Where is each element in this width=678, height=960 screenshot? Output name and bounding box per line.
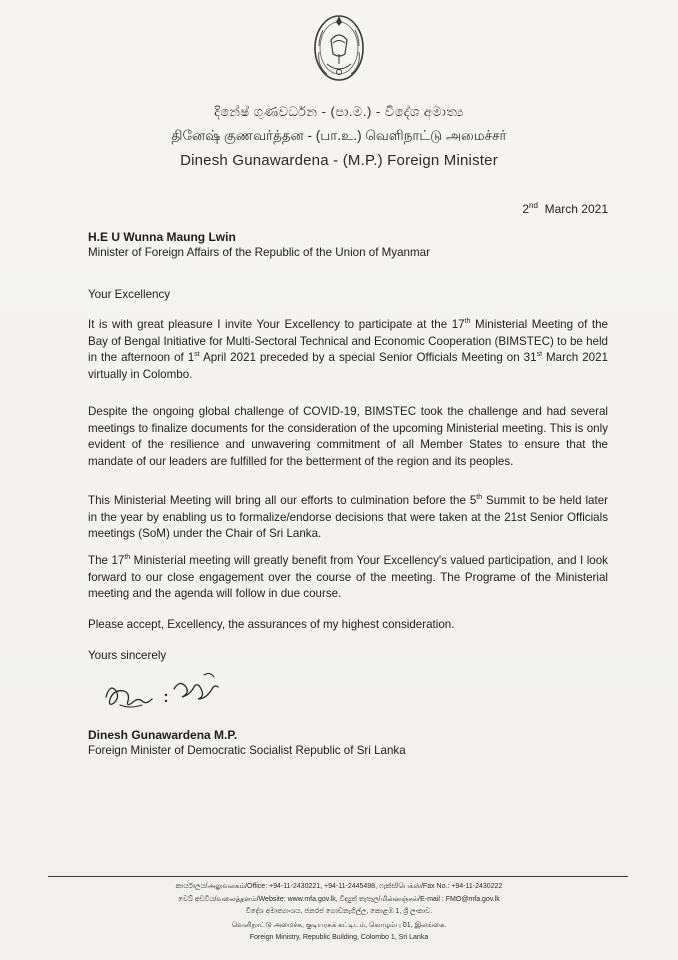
paragraph-text: Summit to be held later in the year by enabling us to formalize/endorse decisions that were taken at the 21st Senior Officials meetings (SoM) under the Chair of Sri Lanka. (88, 494, 608, 540)
letterhead-name-sinhala: දිනේෂ් ගුණවර්ධන - (පා.ම.) - විදේශ අමාත්‍ය (214, 104, 464, 119)
letterhead-name-english: Dinesh Gunawardena - (M.P.) Foreign Minister (180, 152, 498, 169)
paragraph-text: Ministerial meeting will greatly benefit from Your Excellency's valued participation, and I look forward to our close engagement over the course of the meeting. The Programe of the Ministerial meeting and the agenda will follow in due course. (88, 554, 608, 600)
paragraph-text: It is with great pleasure I invite Your Excellency to participate at the 17 (88, 318, 465, 331)
footer-contact-phone: කාර්යාලය/அலுவலகம்/Office: +94-11-2430221, +94-11-2445498, ෆැක්ස්/பெக்ஸ்/Fax No.: +94-11-2430222 (175, 883, 503, 890)
ordinal-suffix: th (464, 318, 471, 326)
footer-address-english: Foreign Ministry, Republic Building, Colombo 1, Sri Lanka (249, 934, 429, 941)
paragraph-text: The 17 (88, 554, 125, 567)
ordinal-suffix: th (124, 554, 131, 562)
footer-divider (48, 876, 628, 877)
date-month-year: March 2021 (544, 202, 608, 216)
paragraph-text: March 2021 virtually in Colombo. (88, 351, 608, 381)
closing-line: Please accept, Excellency, the assurances of my highest consideration. (88, 618, 455, 631)
ordinal-suffix: st (194, 351, 200, 359)
sign-off: Yours sincerely (88, 649, 167, 662)
paragraph-summit (88, 493, 608, 543)
letter-date (522, 201, 608, 216)
letterhead-name-tamil: தினேஷ் குணவர்த்தன - (பா.உ.) வெளிநாட்டு அமைச்சர் (171, 128, 507, 143)
paragraph-invitation (88, 317, 608, 383)
state-emblem-icon (309, 10, 369, 88)
paragraph-text: April 2021 preceded by a special Senior Officials Meeting on 31 (199, 351, 537, 364)
footer-contact-web: වෙබ් අඩවිය/வலைத்தளம்/Website: www.mfa.gov.lk, විද්‍යුත් තැපෑල/மின்னஞ்சல்/E-mail : FMO@mfa.gov.lk (178, 896, 500, 903)
date-day: 2 (522, 202, 530, 216)
handwritten-signature (100, 667, 240, 717)
paragraph-covid: Despite the ongoing global challenge of COVID-19, BIMSTEC took the challenge and had several meetings to finalize documents for the consideration of the upcoming Ministerial meeting. This is only evident of the resilience and unwavering commitment of all Member States to ensure that the mandate of our leaders are fulfilled for the betterment of the region and its peoples. (88, 405, 608, 468)
paragraph-participation (88, 553, 608, 603)
signer-title: Foreign Minister of Democratic Socialist Republic of Sri Lanka (88, 744, 406, 757)
footer-address-sinhala: විදේශ අමාත්‍යාංශය, ජනරජ ගොඩනැගිල්ල, කොළඹ 1, ශ්‍රී ලංකාව. (245, 908, 433, 915)
ordinal-suffix: st (536, 351, 543, 359)
paragraph-text: Ministerial Meeting of the Bay of Bengal Initiative for Multi-Sectoral Technical and Economic Cooperation (BIMSTEC) to be held in the afternoon of 1 (88, 318, 608, 364)
salutation: Your Excellency (88, 288, 171, 301)
date-day-suffix: nd (529, 201, 538, 210)
signer-name: Dinesh Gunawardena M.P. (88, 728, 238, 742)
recipient-title: Minister of Foreign Affairs of the Republic of the Union of Myanmar (88, 246, 430, 259)
ordinal-suffix: th (476, 494, 483, 502)
footer-address-tamil: வெளிநாட்டு அமைச்சு, குடியரசுக் கட்டிடம், கொழும்பு 01, இலங்கை. (231, 922, 447, 929)
recipient-name: H.E U Wunna Maung Lwin (88, 230, 236, 244)
paragraph-text: This Ministerial Meeting will bring all our efforts to culmination before the 5 (88, 494, 477, 507)
